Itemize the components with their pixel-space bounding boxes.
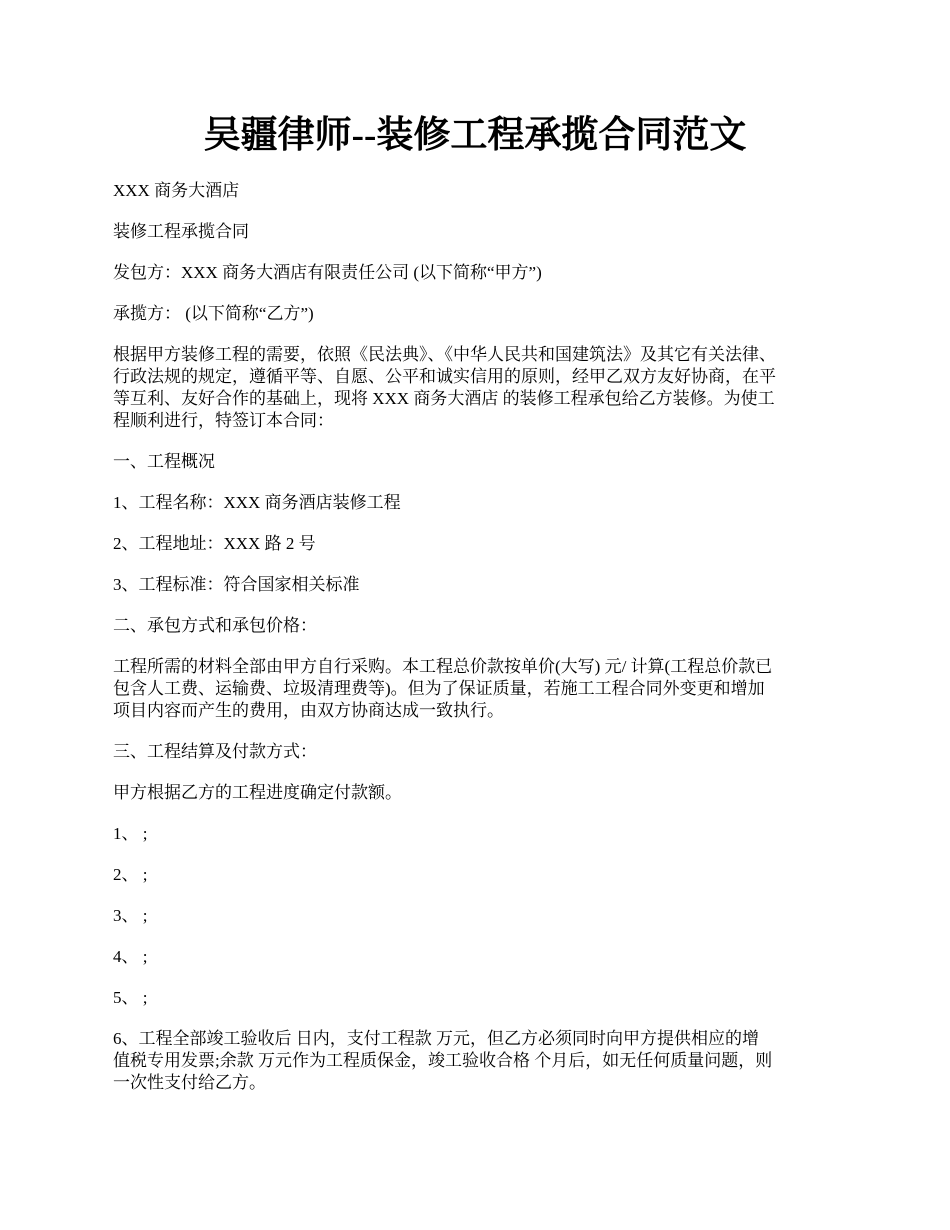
- paragraph: [113, 221, 843, 243]
- text-line: 一、工程概况: [113, 452, 215, 471]
- text-line: 二、承包方式和承包价格：: [113, 616, 317, 635]
- document-body: [113, 180, 843, 1113]
- paragraph: [113, 303, 843, 325]
- text-line: 2、 ;: [113, 865, 148, 884]
- text-line: 3、 ;: [113, 906, 148, 925]
- paragraph: [113, 1028, 843, 1094]
- list-item: [113, 492, 843, 514]
- text-line: 程顺利进行，特签订本合同：: [113, 411, 334, 430]
- list-item: [113, 987, 843, 1009]
- text-line: 4、 ;: [113, 947, 148, 966]
- text-line: 行政法规的规定，遵循平等、自愿、公平和诚实信用的原则，经甲乙双方友好协商，在平: [113, 367, 776, 386]
- text-line: 5、 ;: [113, 988, 148, 1007]
- text-line: 发包方：XXX 商务大酒店有限责任公司 (以下简称“甲方”): [113, 263, 542, 282]
- list-item: [113, 533, 843, 555]
- text-line: 3、工程标准：符合国家相关标准: [113, 575, 360, 594]
- section-heading: [113, 451, 843, 473]
- paragraph: [113, 180, 843, 202]
- text-line: 1、 ;: [113, 824, 148, 843]
- document-title: 吴疆律师--装修工程承揽合同范文: [203, 115, 747, 156]
- paragraph: [113, 344, 843, 432]
- paragraph: [113, 782, 843, 804]
- text-line: 6、工程全部竣工验收后 日内，支付工程款 万元，但乙方必须同时向甲方提供相应的增: [113, 1029, 759, 1048]
- section-heading: [113, 615, 843, 637]
- list-item: [113, 864, 843, 886]
- text-line: XXX 商务大酒店: [113, 181, 240, 200]
- text-line: 承揽方： (以下简称“乙方”): [113, 304, 314, 323]
- text-line: 包含人工费、运输费、垃圾清理费等)。但为了保证质量，若施工工程合同外变更和增加: [113, 679, 765, 698]
- paragraph: [113, 262, 843, 284]
- text-line: 1、工程名称：XXX 商务酒店装修工程: [113, 493, 401, 512]
- text-line: 装修工程承揽合同: [113, 222, 249, 241]
- text-line: 值税专用发票;余款 万元作为工程质保金，竣工验收合格 个月后，如无任何质量问题，则: [113, 1051, 773, 1070]
- list-item: [113, 823, 843, 845]
- text-line: 一次性支付给乙方。: [113, 1073, 266, 1092]
- text-line: 2、工程地址：XXX 路 2 号: [113, 534, 316, 553]
- text-line: 三、工程结算及付款方式：: [113, 742, 317, 761]
- text-line: 甲方根据乙方的工程进度确定付款额。: [113, 783, 402, 802]
- section-heading: [113, 741, 843, 763]
- text-line: 等互利、友好合作的基础上，现将 XXX 商务大酒店 的装修工程承包给乙方装修。为使工: [113, 389, 775, 408]
- list-item: [113, 574, 843, 596]
- text-line: 工程所需的材料全部由甲方自行采购。本工程总价款按单价(大写) 元/ 计算(工程总价款已: [113, 657, 773, 676]
- list-item: [113, 905, 843, 927]
- text-line: 根据甲方装修工程的需要，依照《民法典》、《中华人民共和国建筑法》及其它有关法律、: [113, 345, 776, 364]
- text-line: 项目内容而产生的费用，由双方协商达成一致执行。: [113, 701, 504, 720]
- list-item: [113, 946, 843, 968]
- paragraph: [113, 656, 843, 722]
